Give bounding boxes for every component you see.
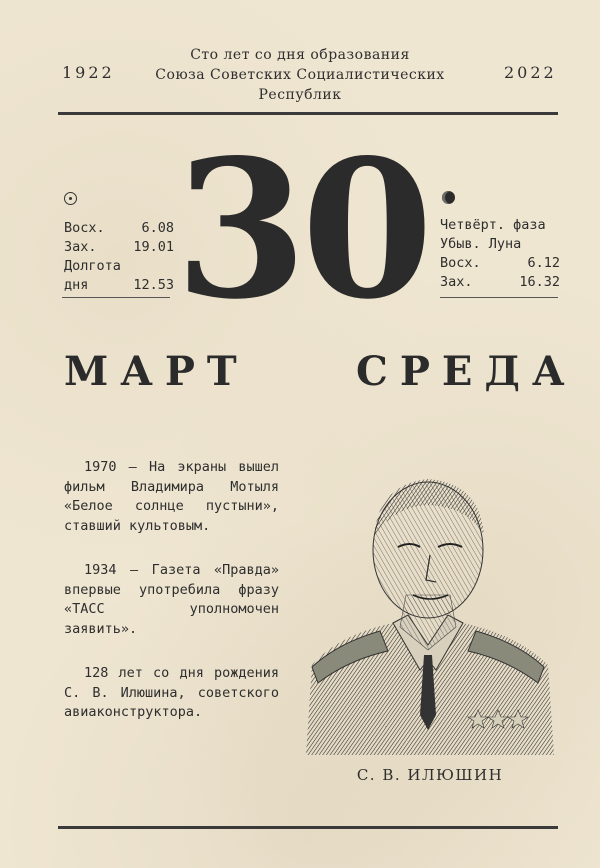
moon-set-label: Зах. bbox=[440, 274, 473, 290]
day-number: 30 bbox=[175, 118, 428, 341]
event-item: 1970 — На экраны вышел фильм Владимира Мотыля «Белое солнце пустыни», ставший культовым. bbox=[64, 459, 279, 534]
sun-divider bbox=[62, 297, 170, 298]
moon-state: Убыв. Луна bbox=[440, 236, 522, 252]
moon-divider bbox=[440, 297, 558, 298]
day-length-value: 12.53 bbox=[133, 277, 174, 293]
day-length-label: Долгота bbox=[64, 258, 121, 274]
year-end: 2022 bbox=[504, 63, 557, 82]
sun-rise-label: Восх. bbox=[64, 220, 105, 236]
moon-rise-time: 6.12 bbox=[527, 255, 560, 271]
event-item: 1934 — Газета «Правда» впервые употребила фразу «ТАСС уполномочен заявить». bbox=[64, 562, 279, 637]
moon-icon bbox=[442, 191, 455, 204]
year-start: 1922 bbox=[62, 63, 115, 82]
sun-info bbox=[64, 219, 174, 295]
weekday-name: СРЕДА bbox=[356, 348, 577, 395]
anniversary-header bbox=[150, 45, 450, 105]
sun-set-time: 19.01 bbox=[133, 239, 174, 255]
bottom-divider bbox=[58, 826, 558, 829]
sun-rise-time: 6.08 bbox=[141, 220, 174, 236]
sun-icon bbox=[64, 192, 77, 205]
portrait-ilyushin bbox=[298, 455, 558, 760]
sun-set-label: Зах. bbox=[64, 239, 97, 255]
moon-rise-label: Восх. bbox=[440, 255, 481, 271]
header-line-3: Республик bbox=[258, 87, 342, 103]
moon-phase: Четвёрт. фаза bbox=[440, 217, 546, 233]
header-line-2: Союза Советских Социалистических bbox=[155, 67, 445, 83]
moon-set-time: 16.32 bbox=[519, 274, 560, 290]
top-divider bbox=[58, 112, 558, 115]
portrait-caption: С. В. ИЛЮШИН bbox=[356, 766, 504, 784]
month-name: МАРТ bbox=[64, 348, 249, 395]
event-item: 128 лет со дня рождения С. В. Илюшина, советского авиаконструктора. bbox=[64, 665, 279, 720]
header-line-1: Сто лет со дня образования bbox=[190, 47, 410, 63]
day-length-label-2: дня bbox=[64, 277, 89, 293]
events-list bbox=[64, 458, 279, 748]
moon-info bbox=[440, 216, 560, 292]
